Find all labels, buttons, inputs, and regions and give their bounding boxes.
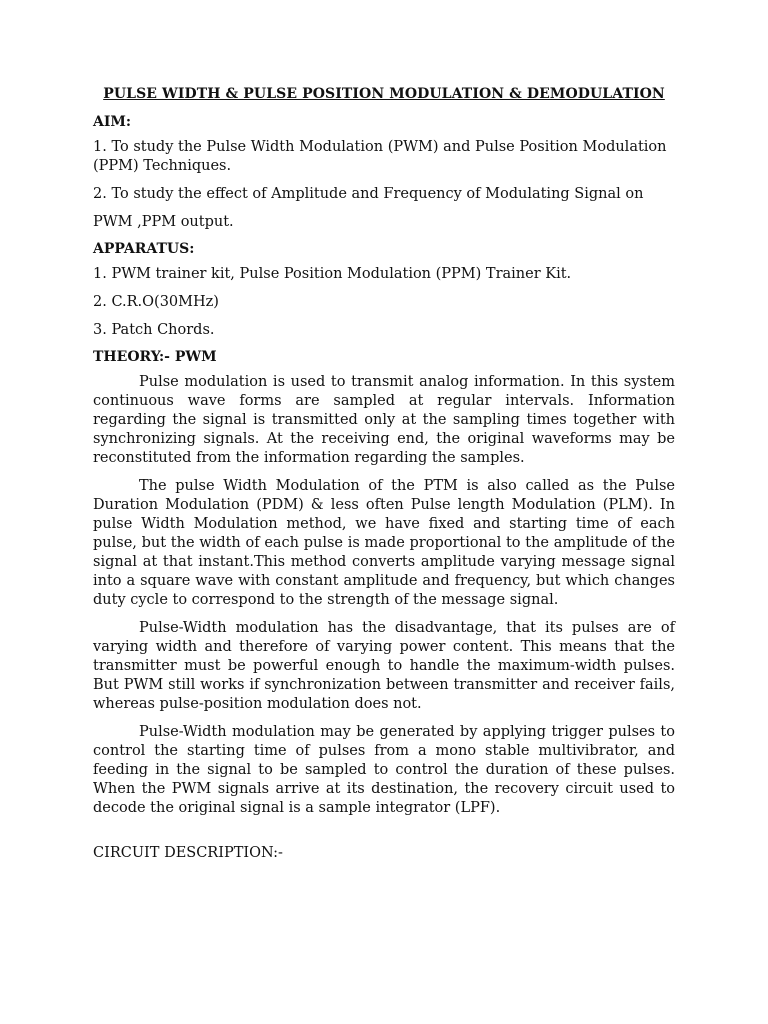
apparatus-item: 3. Patch Chords. bbox=[93, 322, 215, 338]
aim-item: PWM ,PPM output. bbox=[93, 214, 234, 230]
aim-heading: AIM: bbox=[93, 114, 132, 130]
apparatus-heading: APPARATUS: bbox=[93, 241, 195, 257]
aim-item: 2. To study the effect of Amplitude and Frequency of Modulating Signal on bbox=[93, 186, 644, 202]
circuit-description-heading: CIRCUIT DESCRIPTION:- bbox=[93, 845, 283, 861]
theory-heading: THEORY:- PWM bbox=[93, 349, 217, 365]
apparatus-item: 2. C.R.O(30MHz) bbox=[93, 294, 219, 310]
document-title: PULSE WIDTH & PULSE POSITION MODULATION & DEMODULATION bbox=[103, 86, 665, 102]
aim-item: 1. To study the Pulse Width Modulation (PWM) and Pulse Position Modulation (PPM) Techniques. bbox=[93, 139, 667, 174]
document-page bbox=[93, 86, 675, 872]
theory-paragraph: The pulse Width Modulation of the PTM is also called as the Pulse Duration Modulation (PDM) & less often Pulse length Modulation (PLM). In pulse Width Modulation method, we have fixed and starting time of each pulse, but the width of each pulse is made proportional to the amplitude of the signal at that instant.This method converts amplitude varying message signal into a square wave with constant amplitude and frequency, but which changes duty cycle to correspond to the strength of the message signal. bbox=[93, 478, 675, 608]
theory-paragraph: Pulse-Width modulation may be generated by applying trigger pulses to control the starting time of pulses from a mono stable multivibrator, and feeding in the signal to be sampled to control the duration of these pulses. When the PWM signals arrive at its destination, the recovery circuit used to decode the original signal is a sample integrator (LPF). bbox=[93, 724, 675, 816]
theory-paragraph: Pulse-Width modulation has the disadvantage, that its pulses are of varying width and therefore of varying power content. This means that the transmitter must be powerful enough to handle the maximum-width pulses. But PWM still works if synchronization between transmitter and receiver fails, whereas pulse-position modulation does not. bbox=[93, 620, 675, 712]
apparatus-item: 1. PWM trainer kit, Pulse Position Modulation (PPM) Trainer Kit. bbox=[93, 266, 572, 282]
theory-paragraph: Pulse modulation is used to transmit analog information. In this system continuous wave forms are sampled at regular intervals. Information regarding the signal is transmitted only at the sampling times together with synchronizing signals. At the receiving end, the original waveforms may be reconstituted from the information regarding the samples. bbox=[93, 374, 675, 466]
